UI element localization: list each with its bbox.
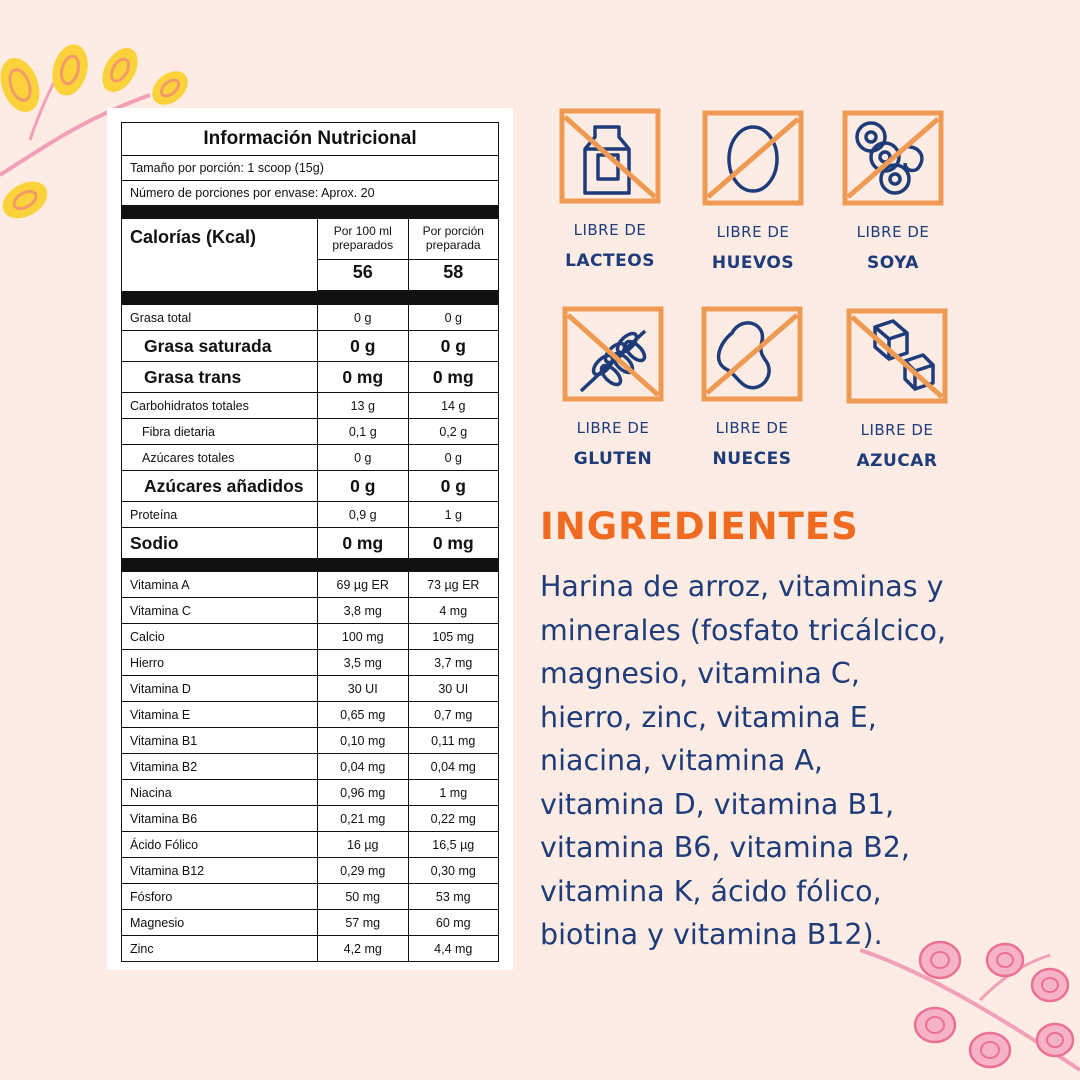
table-row [122,502,498,528]
row-value-per-100ml: 3,8 mg [317,598,408,623]
ingredients-line: Harina de arroz, vitaminas y [540,570,944,603]
row-value-per-100ml: 50 mg [317,884,408,909]
nutrition-table [121,122,499,962]
row-label: Fibra dietaria [142,424,215,439]
row-value-per-100ml: 0 mg [317,362,407,392]
row-value-per-100ml: 57 mg [317,910,408,935]
egg-icon [693,107,813,207]
calories-row [122,219,498,291]
row-value-per-serving: 1 mg [408,780,499,805]
allergen-name: SOYA [867,253,919,273]
row-value-per-serving: 0,7 mg [408,702,499,727]
row-value-per-serving: 53 mg [408,884,499,909]
row-value-per-100ml: 69 µg ER [317,572,408,597]
table-row [122,445,498,471]
row-value-per-100ml: 13 g [317,393,408,418]
table-row [122,884,498,910]
nutrition-title: Información Nutricional [122,123,498,156]
row-value-per-serving: 14 g [408,393,499,418]
soy-beans-icon [833,107,953,207]
table-row [122,528,498,558]
table-row [122,471,498,502]
table-row [122,936,498,961]
allergen-badge-lacteos [545,105,675,271]
table-row [122,754,498,780]
row-value-per-serving: 0 mg [408,362,498,392]
ingredients-line: vitamina K, ácido fólico, [540,874,882,908]
row-value-per-serving: 0,2 g [408,419,499,444]
row-label: Grasa saturada [144,335,272,356]
row-label: Vitamina B1 [130,733,198,748]
allergen-prefix: LIBRE DE [716,223,790,241]
row-label: Vitamina B12 [130,863,205,878]
servings-per-container: Número de porciones por envase: Aprox. 20 [130,186,375,200]
table-row [122,305,498,331]
row-label: Grasa total [130,310,192,325]
table-row [122,331,498,362]
row-label: Proteína [130,507,178,522]
table-row [122,598,498,624]
ingredients-line: vitamina D, vitamina B1, [540,787,895,821]
row-value-per-100ml: 0 mg [317,528,408,558]
row-value-per-100ml: 30 UI [317,676,408,701]
row-label: Niacina [130,785,172,800]
row-value-per-serving: 105 mg [408,624,499,649]
peanut-icon [692,303,812,403]
ingredients-line: magnesio, vitamina C, [540,657,860,690]
table-row [122,858,498,884]
table-row [122,832,498,858]
row-label: Hierro [130,655,165,670]
table-row [122,572,498,598]
allergen-prefix: LIBRE DE [576,419,650,437]
sugar-cubes-icon [837,305,957,405]
row-label: Zinc [130,941,154,956]
divider-bar [122,205,498,219]
row-value-per-100ml: 0,10 mg [317,728,408,753]
row-label: Sodio [130,532,179,553]
row-value-per-100ml: 16 µg [317,832,408,857]
table-row [122,676,498,702]
row-label: Fósforo [130,889,173,904]
row-label: Calcio [130,629,165,644]
serving-size: Tamaño por porción: 1 scoop (15g) [122,156,498,181]
row-value-per-serving: 16,5 µg [408,832,499,857]
allergen-badge-nueces [687,303,817,469]
row-label: Azúcares totales [142,450,235,465]
allergen-name: NUECES [712,449,792,469]
ingredients-line: minerales (fosfato tricálcico, [540,613,947,647]
row-value-per-serving: 0,30 mg [408,858,499,883]
ingredients-line: vitamina B6, vitamina B2, [540,831,910,864]
ingredients-line: hierro, zinc, vitamina E, [540,700,877,734]
row-value-per-100ml: 0,65 mg [317,702,408,727]
row-value-per-serving: 3,7 mg [408,650,499,675]
row-value-per-serving: 0,11 mg [408,728,499,753]
table-row [122,780,498,806]
allergen-badge-gluten [548,303,678,469]
table-row [122,362,498,393]
row-value-per-serving: 1 g [408,502,499,527]
calories-per-100ml: 56 [318,260,408,291]
row-value-per-serving: 0,04 mg [408,754,499,779]
row-value-per-serving: 0 g [408,445,499,470]
row-value-per-100ml: 0,1 g [317,419,408,444]
row-value-per-serving: 0 g [408,305,499,330]
row-value-per-serving: 30 UI [408,676,499,701]
nutrition-facts-panel [107,108,513,970]
row-value-per-serving: 73 µg ER [408,572,499,597]
table-row [122,728,498,754]
table-row [122,702,498,728]
row-label: Vitamina A [130,577,190,592]
row-value-per-serving: 0 mg [408,528,499,558]
row-value-per-100ml: 0,04 mg [317,754,408,779]
ingredients-text [540,565,1040,957]
row-value-per-100ml: 0 g [317,445,408,470]
allergen-prefix: LIBRE DE [856,223,930,241]
table-row [122,393,498,419]
micronutrient-rows [122,572,498,961]
row-value-per-serving: 4,4 mg [408,936,499,961]
ingredients-title: INGREDIENTES [540,505,859,548]
allergen-name: LACTEOS [565,251,655,271]
allergen-badge-azucar [832,305,962,471]
row-value-per-100ml: 0,21 mg [317,806,408,831]
row-value-per-100ml: 3,5 mg [317,650,408,675]
row-label: Vitamina B6 [130,811,198,826]
row-label: Vitamina B2 [130,759,198,774]
table-row [122,806,498,832]
allergen-badge-huevos [688,107,818,273]
row-value-per-serving: 0 g [408,331,498,361]
row-value-per-100ml: 0 g [317,471,407,501]
milk-carton-icon [550,105,670,205]
row-value-per-serving: 60 mg [408,910,499,935]
table-row [122,650,498,676]
divider-bar [122,558,498,572]
allergen-name: GLUTEN [573,449,653,469]
row-value-per-100ml: 0,9 g [317,502,408,527]
column-header-per-serving: Por porción preparada [409,219,499,260]
table-row [122,624,498,650]
ingredients-line: niacina, vitamina A, [540,744,823,777]
row-value-per-serving: 4 mg [408,598,499,623]
row-label: Vitamina D [130,681,191,696]
row-value-per-100ml: 0 g [317,331,407,361]
row-label: Carbohidratos totales [130,398,249,413]
row-value-per-100ml: 4,2 mg [317,936,408,961]
calories-label: Calorías (Kcal) [130,227,257,247]
allergen-prefix: LIBRE DE [715,419,789,437]
row-label: Vitamina E [130,707,191,722]
row-value-per-100ml: 0,96 mg [317,780,408,805]
row-label: Grasa trans [144,366,242,387]
row-label: Magnesio [130,915,185,930]
allergen-name: AZUCAR [856,451,938,471]
divider-bar [122,291,498,305]
row-value-per-100ml: 0,29 mg [317,858,408,883]
calories-per-serving: 58 [409,260,499,291]
allergen-prefix: LIBRE DE [860,421,934,439]
allergen-badge-soya [828,107,958,273]
table-row [122,419,498,445]
row-value-per-100ml: 0 g [317,305,408,330]
wheat-icon [553,303,673,403]
table-row [122,910,498,936]
column-header-per-100ml: Por 100 ml preparados [318,219,408,260]
allergen-prefix: LIBRE DE [573,221,647,239]
row-label: Ácido Fólico [130,837,199,852]
row-value-per-serving: 0 g [408,471,498,501]
row-label: Azúcares añadidos [144,475,304,496]
ingredients-line: biotina y vitamina B12). [540,918,883,951]
row-value-per-100ml: 100 mg [317,624,408,649]
row-label: Vitamina C [130,603,191,618]
allergen-name: HUEVOS [711,253,795,273]
row-value-per-serving: 0,22 mg [408,806,499,831]
